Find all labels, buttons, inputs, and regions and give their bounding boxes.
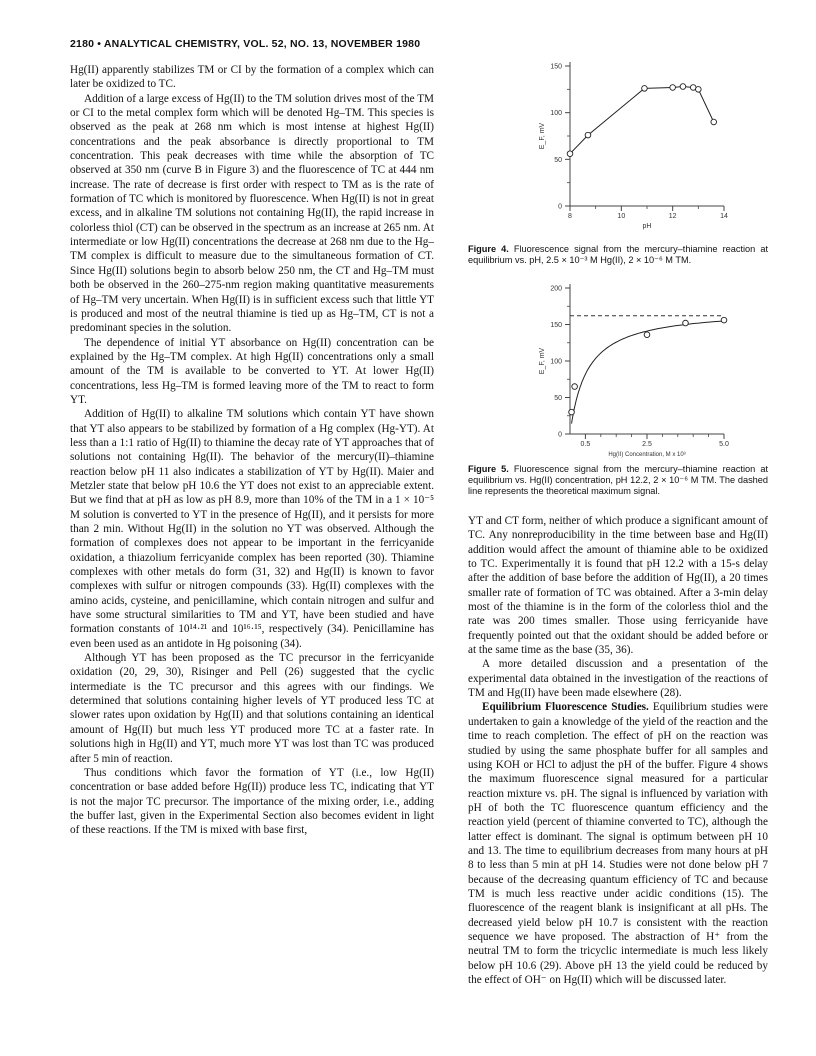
x-tick-label: 8 <box>568 213 572 220</box>
y-tick-label: 0 <box>558 431 562 439</box>
figure-4-chart <box>508 58 768 238</box>
x-tick-label: 10 <box>617 213 626 220</box>
x-tick-label: 12 <box>668 213 677 220</box>
data-point <box>572 384 578 390</box>
y-tick-label: 150 <box>550 63 562 71</box>
left-column <box>70 63 434 838</box>
figure-5-svg <box>508 280 768 460</box>
y-tick-label: 100 <box>550 110 562 118</box>
x-tick-label: 2.5 <box>642 441 652 448</box>
figure-5-label: Figure 5. <box>468 464 509 474</box>
page-number: 2180 <box>70 38 95 50</box>
paragraph: The dependence of initial YT absorbance on Hg(II) concentration can be explained by the Hg–TM complex. At high Hg(II) concentrations only a small amount of the TM is available to be converted to YT. At lower Hg(II) concentrations, less Hg–TM is formed leaving more of the TM to react to form YT. <box>70 336 434 406</box>
x-tick-label: 14 <box>720 213 728 220</box>
section-heading: Equilibrium Fluorescence Studies. <box>482 701 649 714</box>
running-title: • ANALYTICAL CHEMISTRY, VOL. 52, NO. 13, NOVEMBER 1980 <box>97 38 421 50</box>
data-point <box>642 86 648 92</box>
paragraph: Addition of a large excess of Hg(II) to the TM solution drives most of the TM or CI to the metal complex form which will be denoted Hg–TM. This species is observed as the peak at 268 nm which is most intense at highest Hg(II) concentrations and the peak absorbance is directly proportional to TM concentration. This peak decreases with time while the absorption of TC observed at 350 nm (curve B in Figure 3) and the fluorescence of TC at 444 nm increase. The rate of decrease is first order with respect to TM as is the rate of formation of TC which is monitored by fluorescence. When Hg(II) is not in great excess, and in alkaline TM solutions not containing Hg(II), the rapid increase in colorless thiol (CT) can be observed in the spectrum as an increase at 265 nm. At intermediate or low Hg(II) concentrations the decrease at 268 nm due to the Hg–TM complex is difficult to measure due to the simultaneous formation of CT. Since Hg(II) solutions begin to absorb below 250 nm, the CT and Hg–TM must both be observed in the 260–275-nm region making quantitative measurements of Hg–TM very uncertain. When Hg(II) is in sufficient excess such that little YT is produced and most of the neutral thiamine is tied up as Hg–TM, CT is not a predominant species in the solution. <box>70 92 434 335</box>
data-point <box>721 317 727 323</box>
figure-5-caption <box>468 464 768 498</box>
figure-5-caption-text: Fluorescence signal from the mercury–thiamine reaction at equilibrium vs. Hg(II) concentration, pH 12.2, 2 × 10⁻⁶ M TM. The dashed line represents the theoretical maximum signal. <box>468 464 768 497</box>
y-axis-label: E_F, mV <box>539 122 546 150</box>
paragraph: A more detailed discussion and a presentation of the experimental data obtained in the investigation of the reactions of TM and Hg(II) have been made elsewhere (28). <box>468 658 768 700</box>
section-paragraph <box>468 700 768 987</box>
series-line <box>570 87 714 154</box>
data-point <box>567 151 573 157</box>
x-axis-label: Hg(II) Concentration, M x 10³ <box>608 452 686 458</box>
figure-5-chart <box>508 280 768 460</box>
y-tick-label: 200 <box>550 285 562 293</box>
data-point <box>569 409 575 415</box>
data-point <box>585 132 591 138</box>
data-point <box>696 87 702 93</box>
y-tick-label: 150 <box>550 322 562 329</box>
figure-4-label: Figure 4. <box>468 244 509 254</box>
section-text: Equilibrium studies were undertaken to gain a knowledge of the yield of the reaction and the time to reach completion. The effect of pH on the reaction was studied by using the same phosphate buffer for all samples and using KOH or HCl to adjust the pH of the buffer. Figure 4 shows the maximum fluorescence signal measured for a particular reaction mixture vs. pH. The signal is influenced by variation with pH of both the TC fluorescence quantum efficiency and the reaction yield (percent of thiamine converted to TC), although the latter effect is dominant. The signal is optimum between pH 10 and 13. The time to equilibrium decreases from many hours at pH 8 to less than 5 min at pH 14. Studies were not done below pH 7 because of the decreasing quantum efficiency of TC and because TM is much less reactive under acidic conditions (15). The fluorescence of the reagent blank is insignificant at all pHs. The decreased yield below pH 10.7 is consistent with the reaction sequence we have proposed. The abstraction of H⁺ from the neutral TM to form the tricyclic intermediate is much less likely below pH 10.6 (29). Above pH 13 the yield could be reduced by the effect of OH⁻ on Hg(II) which will be discussed later. <box>468 701 769 986</box>
x-tick-label: 5.0 <box>719 441 729 448</box>
running-header <box>70 38 750 50</box>
data-point <box>644 332 650 338</box>
data-point <box>711 119 717 125</box>
paragraph: Hg(II) apparently stabilizes TM or CI by the formation of a complex which can later be oxidized to TC. <box>70 64 434 91</box>
right-column <box>468 514 768 987</box>
y-tick-label: 100 <box>550 358 562 366</box>
x-axis-label: pH <box>642 223 652 230</box>
y-tick-label: 0 <box>558 203 562 211</box>
x-tick-label: 0.5 <box>580 441 591 448</box>
paragraph: Although YT has been proposed as the TC precursor in the ferricyanide oxidation (20, 29, 30), Risinger and Pell (26) suggested that the cyclic intermediate is the TC precursor and this agrees with our findings. We determined that solutions containing higher levels of YT produced less TC at slower rates upon oxidation by Hg(II) and that solutions containing an identical amount of Hg(II) but much less YT produced more TC at a faster rate. In solutions high in Hg(II) and YT, much more YT was lost than TC was produced after 5 min of reaction. <box>70 652 434 765</box>
figure-4-caption-text: Fluorescence signal from the mercury–thiamine reaction at equilibrium vs. pH, 2.5 × 10⁻³ M Hg(II), 2 × 10⁻⁶ M TM. <box>468 244 768 266</box>
data-point <box>670 85 676 91</box>
y-tick-label: 50 <box>554 395 562 402</box>
paragraph: Thus conditions which favor the formation of YT (i.e., low Hg(II) concentration or base added before Hg(II)) produce less TC, indicating that YT is not the major TC precursor. The importance of the mixing order, i.e., adding the buffer last, given in the Experimental Section also becomes evident in light of these reactions. If the TM is mixed with base first, <box>70 766 434 837</box>
y-tick-label: 50 <box>554 156 562 164</box>
paragraph: YT and CT form, neither of which produce a significant amount of TC. Any nonreproducibility in the time between base and Hg(II) addition would affect the amount of thiamine able to be oxidized to TC. Experimentally it is found that pH 12.2 with a 15-s delay after the addition of base before the addition of Hg(II), a 20 times smaller rate of formation of TC was obtained. After a 3-min delay most of the thiamine is in the form of the colorless thiol and the rate was 200 times smaller. Those using ferricyanide have frequently pointed out that the oxidant should be added before or at the same time as the base (35, 36). <box>468 515 768 657</box>
figure-4-caption <box>468 244 768 266</box>
y-axis-label: E_F, mV <box>539 347 546 375</box>
data-point <box>680 84 686 90</box>
figure-4-svg <box>508 58 768 238</box>
data-point <box>683 320 689 326</box>
paragraph: Addition of Hg(II) to alkaline TM solutions which contain YT have shown that YT also appears to be stabilized by formation of a Hg complex (Hg-YT). At less than a 1:1 ratio of Hg(II) to thiamine the decay rate of YT approaches that of solutions not containing Hg(II). The behavior of the mercury(II)–thiamine reaction below pH 11 also indicates a stabilization of YT by Hg(II). Maier and Metzler state that below pH 10.6 the YT does not exist to an appreciable extent. But we find that at pH as low as pH 8.9, more than 10% of the TM in a 1 × 10⁻⁵ M solution is converted to YT in the presence of Hg(II), and it persists for more than 2 min. Without Hg(II) in the solution no YT was observed. Although the formation of complexes does not appear to be important in the ferricyanide oxidation, a thiazolium ferricyanide complex has been reported (30). Thiamine complexes with other metals do form (31, 32) and Hg(II) is known to favor complexes with sulfur or nitrogen compounds (33). Hg(II) complexes with the amino acids, cysteine, and penicillamine, which contain nitrogen and sulfur and have some structural similarities to TM and YT, have been studied and have formation constants of 10¹⁴·²¹ and 10¹⁶·¹⁵, respectively (34). Penicillamine has even been used as an antidote in Hg poisoning (34). <box>70 408 434 650</box>
